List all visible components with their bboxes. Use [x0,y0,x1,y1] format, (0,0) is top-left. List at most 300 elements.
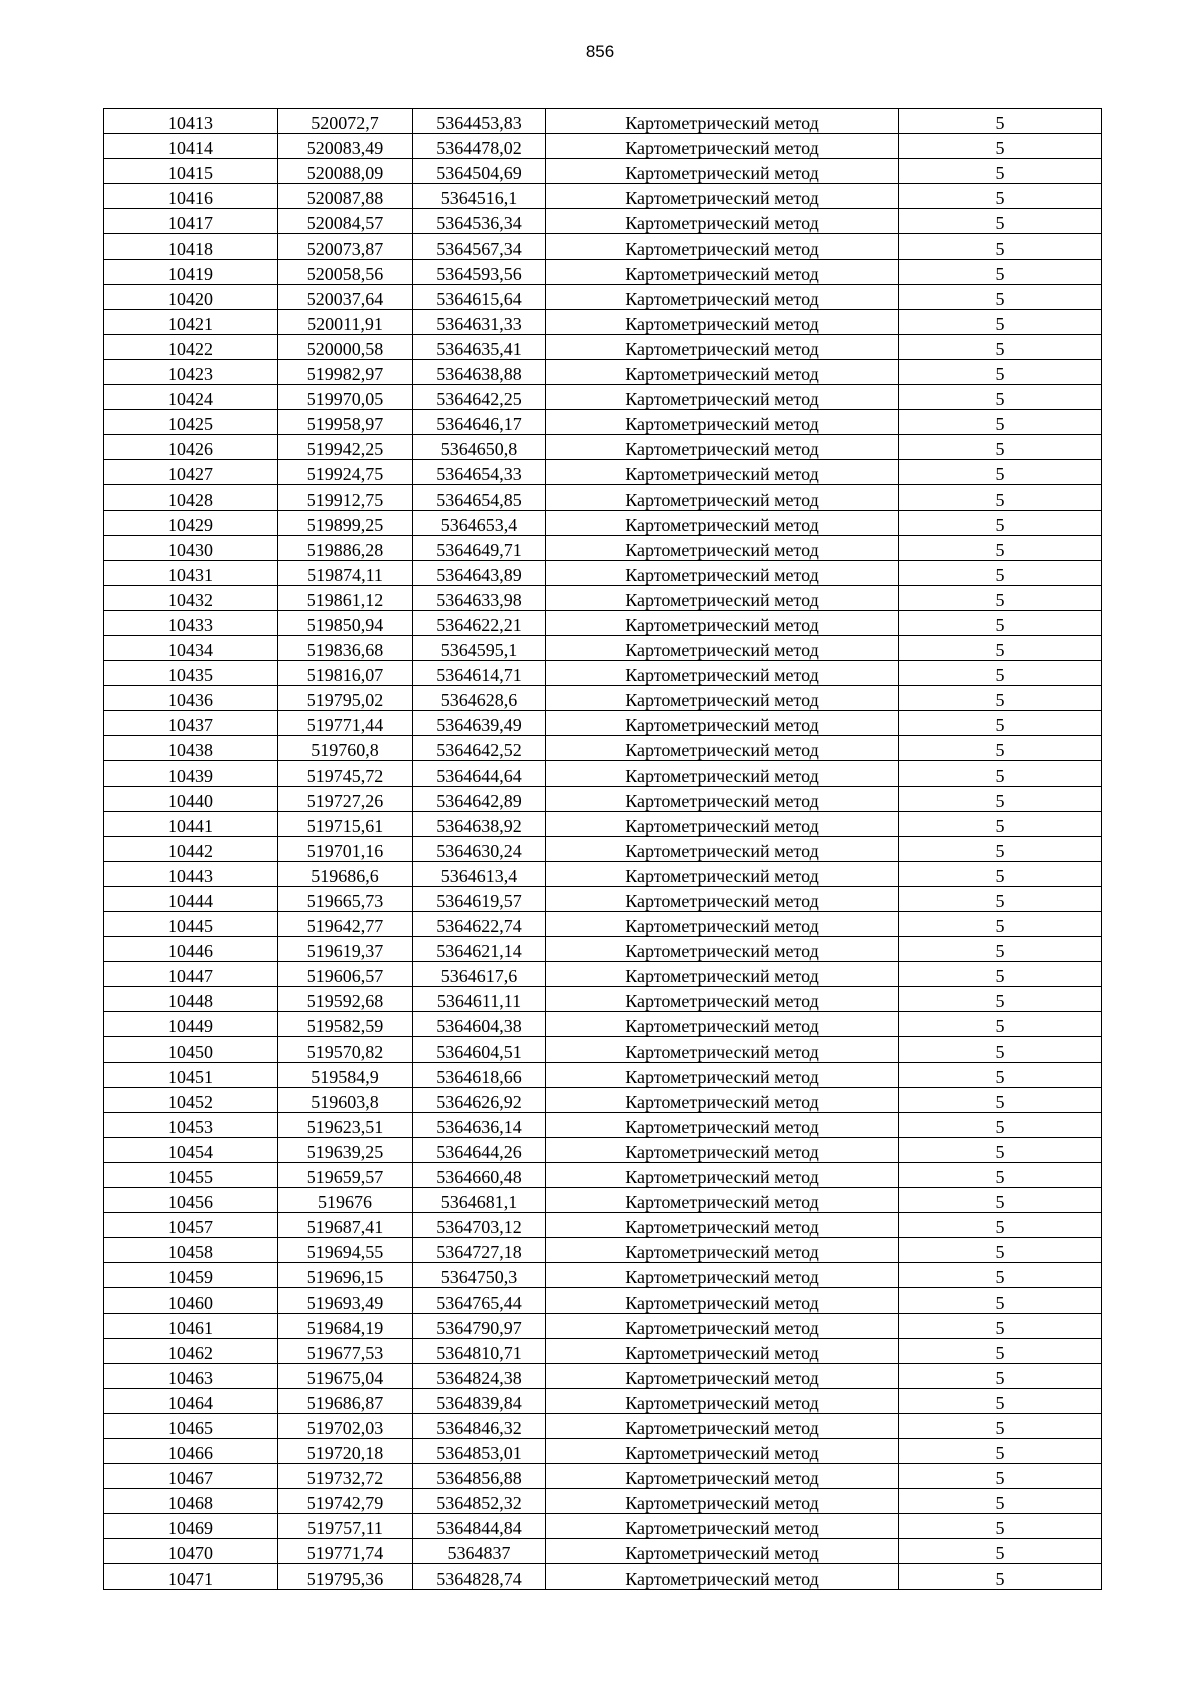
accuracy-cell: 5 [899,1539,1102,1564]
point-number-cell: 10453 [104,1112,278,1137]
point-number-cell: 10434 [104,635,278,660]
method-cell: Картометрический метод [546,134,899,159]
table-row [104,209,1102,234]
point-number-cell: 10443 [104,861,278,886]
method-cell: Картометрический метод [546,811,899,836]
x-coordinate-cell: 519659,57 [278,1162,413,1187]
point-number-cell: 10422 [104,334,278,359]
point-number-cell: 10425 [104,410,278,435]
method-cell: Картометрический метод [546,1413,899,1438]
y-coordinate-cell: 5364790,97 [413,1313,546,1338]
table-row [104,686,1102,711]
table-row [104,309,1102,334]
accuracy-cell: 5 [899,786,1102,811]
x-coordinate-cell: 519677,53 [278,1338,413,1363]
x-coordinate-cell: 520087,88 [278,184,413,209]
accuracy-cell: 5 [899,1238,1102,1263]
x-coordinate-cell: 519619,37 [278,937,413,962]
x-coordinate-cell: 519642,77 [278,912,413,937]
point-number-cell: 10446 [104,937,278,962]
point-number-cell: 10470 [104,1539,278,1564]
y-coordinate-cell: 5364626,92 [413,1087,546,1112]
y-coordinate-cell: 5364631,33 [413,309,546,334]
point-number-cell: 10433 [104,610,278,635]
y-coordinate-cell: 5364478,02 [413,134,546,159]
method-cell: Картометрический метод [546,510,899,535]
method-cell: Картометрический метод [546,259,899,284]
y-coordinate-cell: 5364727,18 [413,1238,546,1263]
point-number-cell: 10414 [104,134,278,159]
method-cell: Картометрический метод [546,962,899,987]
method-cell: Картометрический метод [546,1363,899,1388]
y-coordinate-cell: 5364618,66 [413,1062,546,1087]
x-coordinate-cell: 519982,97 [278,359,413,384]
table-row [104,962,1102,987]
table-row [104,1012,1102,1037]
y-coordinate-cell: 5364611,11 [413,987,546,1012]
point-number-cell: 10448 [104,987,278,1012]
y-coordinate-cell: 5364644,64 [413,761,546,786]
method-cell: Картометрический метод [546,1564,899,1589]
table-row [104,535,1102,560]
method-cell: Картометрический метод [546,1313,899,1338]
x-coordinate-cell: 520058,56 [278,259,413,284]
point-number-cell: 10424 [104,385,278,410]
x-coordinate-cell: 519757,11 [278,1514,413,1539]
x-coordinate-cell: 519912,75 [278,485,413,510]
point-number-cell: 10447 [104,962,278,987]
y-coordinate-cell: 5364852,32 [413,1489,546,1514]
accuracy-cell: 5 [899,1413,1102,1438]
y-coordinate-cell: 5364750,3 [413,1263,546,1288]
x-coordinate-cell: 519795,36 [278,1564,413,1589]
x-coordinate-cell: 519676 [278,1188,413,1213]
accuracy-cell: 5 [899,510,1102,535]
table-row [104,134,1102,159]
table-row [104,1238,1102,1263]
point-number-cell: 10455 [104,1162,278,1187]
table-row [104,987,1102,1012]
x-coordinate-cell: 519582,59 [278,1012,413,1037]
table-row [104,1388,1102,1413]
method-cell: Картометрический метод [546,410,899,435]
point-number-cell: 10437 [104,711,278,736]
method-cell: Картометрический метод [546,1087,899,1112]
table-row [104,435,1102,460]
point-number-cell: 10465 [104,1413,278,1438]
x-coordinate-cell: 519886,28 [278,535,413,560]
accuracy-cell: 5 [899,359,1102,384]
accuracy-cell: 5 [899,535,1102,560]
method-cell: Картометрический метод [546,1464,899,1489]
table-row [104,334,1102,359]
table-row [104,560,1102,585]
method-cell: Картометрический метод [546,159,899,184]
point-number-cell: 10428 [104,485,278,510]
table-row [104,1087,1102,1112]
table-row [104,711,1102,736]
point-number-cell: 10413 [104,109,278,134]
accuracy-cell: 5 [899,1112,1102,1137]
y-coordinate-cell: 5364638,88 [413,359,546,384]
x-coordinate-cell: 520084,57 [278,209,413,234]
y-coordinate-cell: 5364846,32 [413,1413,546,1438]
accuracy-cell: 5 [899,635,1102,660]
table-row [104,410,1102,435]
method-cell: Картометрический метод [546,1162,899,1187]
y-coordinate-cell: 5364650,8 [413,435,546,460]
table-row [104,385,1102,410]
y-coordinate-cell: 5364824,38 [413,1363,546,1388]
method-cell: Картометрический метод [546,886,899,911]
method-cell: Картометрический метод [546,184,899,209]
accuracy-cell: 5 [899,385,1102,410]
point-number-cell: 10460 [104,1288,278,1313]
x-coordinate-cell: 519570,82 [278,1037,413,1062]
method-cell: Картометрический метод [546,1037,899,1062]
y-coordinate-cell: 5364622,21 [413,610,546,635]
table-row [104,1539,1102,1564]
x-coordinate-cell: 519970,05 [278,385,413,410]
table-row [104,886,1102,911]
method-cell: Картометрический метод [546,736,899,761]
accuracy-cell: 5 [899,1363,1102,1388]
y-coordinate-cell: 5364643,89 [413,560,546,585]
y-coordinate-cell: 5364622,74 [413,912,546,937]
table-row [104,661,1102,686]
accuracy-cell: 5 [899,410,1102,435]
method-cell: Картометрический метод [546,1238,899,1263]
x-coordinate-cell: 519715,61 [278,811,413,836]
y-coordinate-cell: 5364617,6 [413,962,546,987]
table-row [104,234,1102,259]
point-number-cell: 10435 [104,661,278,686]
coordinates-table-body [104,109,1102,1590]
point-number-cell: 10468 [104,1489,278,1514]
y-coordinate-cell: 5364604,51 [413,1037,546,1062]
method-cell: Картометрический метод [546,585,899,610]
point-number-cell: 10461 [104,1313,278,1338]
accuracy-cell: 5 [899,1213,1102,1238]
accuracy-cell: 5 [899,1137,1102,1162]
accuracy-cell: 5 [899,560,1102,585]
x-coordinate-cell: 519727,26 [278,786,413,811]
table-row [104,359,1102,384]
x-coordinate-cell: 519732,72 [278,1464,413,1489]
point-number-cell: 10454 [104,1137,278,1162]
y-coordinate-cell: 5364856,88 [413,1464,546,1489]
point-number-cell: 10466 [104,1438,278,1463]
accuracy-cell: 5 [899,661,1102,686]
accuracy-cell: 5 [899,134,1102,159]
x-coordinate-cell: 519771,44 [278,711,413,736]
x-coordinate-cell: 519745,72 [278,761,413,786]
method-cell: Картометрический метод [546,1062,899,1087]
accuracy-cell: 5 [899,1313,1102,1338]
method-cell: Картометрический метод [546,912,899,937]
y-coordinate-cell: 5364630,24 [413,836,546,861]
table-row [104,1162,1102,1187]
x-coordinate-cell: 519686,87 [278,1388,413,1413]
y-coordinate-cell: 5364649,71 [413,535,546,560]
x-coordinate-cell: 519942,25 [278,435,413,460]
point-number-cell: 10439 [104,761,278,786]
point-number-cell: 10419 [104,259,278,284]
point-number-cell: 10440 [104,786,278,811]
x-coordinate-cell: 519584,9 [278,1062,413,1087]
x-coordinate-cell: 519623,51 [278,1112,413,1137]
x-coordinate-cell: 519742,79 [278,1489,413,1514]
table-row [104,284,1102,309]
point-number-cell: 10421 [104,309,278,334]
accuracy-cell: 5 [899,309,1102,334]
method-cell: Картометрический метод [546,610,899,635]
table-row [104,460,1102,485]
y-coordinate-cell: 5364853,01 [413,1438,546,1463]
x-coordinate-cell: 520088,09 [278,159,413,184]
y-coordinate-cell: 5364681,1 [413,1188,546,1213]
method-cell: Картометрический метод [546,560,899,585]
accuracy-cell: 5 [899,109,1102,134]
accuracy-cell: 5 [899,1188,1102,1213]
y-coordinate-cell: 5364837 [413,1539,546,1564]
method-cell: Картометрический метод [546,109,899,134]
method-cell: Картометрический метод [546,1489,899,1514]
method-cell: Картометрический метод [546,786,899,811]
table-row [104,1464,1102,1489]
x-coordinate-cell: 519686,6 [278,861,413,886]
point-number-cell: 10415 [104,159,278,184]
y-coordinate-cell: 5364595,1 [413,635,546,660]
method-cell: Картометрический метод [546,1438,899,1463]
x-coordinate-cell: 519702,03 [278,1413,413,1438]
point-number-cell: 10417 [104,209,278,234]
table-row [104,811,1102,836]
accuracy-cell: 5 [899,259,1102,284]
accuracy-cell: 5 [899,1464,1102,1489]
point-number-cell: 10426 [104,435,278,460]
x-coordinate-cell: 519720,18 [278,1438,413,1463]
accuracy-cell: 5 [899,610,1102,635]
y-coordinate-cell: 5364604,38 [413,1012,546,1037]
method-cell: Картометрический метод [546,861,899,886]
x-coordinate-cell: 520072,7 [278,109,413,134]
y-coordinate-cell: 5364646,17 [413,410,546,435]
x-coordinate-cell: 519684,19 [278,1313,413,1338]
method-cell: Картометрический метод [546,460,899,485]
method-cell: Картометрический метод [546,1112,899,1137]
x-coordinate-cell: 519795,02 [278,686,413,711]
y-coordinate-cell: 5364633,98 [413,585,546,610]
method-cell: Картометрический метод [546,234,899,259]
point-number-cell: 10423 [104,359,278,384]
x-coordinate-cell: 519639,25 [278,1137,413,1162]
x-coordinate-cell: 519924,75 [278,460,413,485]
accuracy-cell: 5 [899,1514,1102,1539]
point-number-cell: 10462 [104,1338,278,1363]
point-number-cell: 10464 [104,1388,278,1413]
y-coordinate-cell: 5364660,48 [413,1162,546,1187]
table-row [104,1213,1102,1238]
y-coordinate-cell: 5364613,4 [413,861,546,886]
accuracy-cell: 5 [899,1438,1102,1463]
method-cell: Картометрический метод [546,761,899,786]
y-coordinate-cell: 5364639,49 [413,711,546,736]
y-coordinate-cell: 5364453,83 [413,109,546,134]
y-coordinate-cell: 5364839,84 [413,1388,546,1413]
y-coordinate-cell: 5364621,14 [413,937,546,962]
x-coordinate-cell: 519958,97 [278,410,413,435]
method-cell: Картометрический метод [546,209,899,234]
method-cell: Картометрический метод [546,485,899,510]
method-cell: Картометрический метод [546,937,899,962]
table-row [104,861,1102,886]
point-number-cell: 10418 [104,234,278,259]
x-coordinate-cell: 520037,64 [278,284,413,309]
table-row [104,937,1102,962]
x-coordinate-cell: 519701,16 [278,836,413,861]
accuracy-cell: 5 [899,1037,1102,1062]
table-row [104,736,1102,761]
method-cell: Картометрический метод [546,535,899,560]
accuracy-cell: 5 [899,284,1102,309]
accuracy-cell: 5 [899,585,1102,610]
y-coordinate-cell: 5364614,71 [413,661,546,686]
table-row [104,786,1102,811]
method-cell: Картометрический метод [546,1137,899,1162]
y-coordinate-cell: 5364516,1 [413,184,546,209]
table-row [104,1338,1102,1363]
method-cell: Картометрический метод [546,284,899,309]
point-number-cell: 10459 [104,1263,278,1288]
point-number-cell: 10469 [104,1514,278,1539]
x-coordinate-cell: 519760,8 [278,736,413,761]
point-number-cell: 10438 [104,736,278,761]
method-cell: Картометрический метод [546,987,899,1012]
table-row [104,184,1102,209]
x-coordinate-cell: 519874,11 [278,560,413,585]
method-cell: Картометрический метод [546,309,899,334]
table-row [104,1062,1102,1087]
method-cell: Картометрический метод [546,686,899,711]
accuracy-cell: 5 [899,937,1102,962]
point-number-cell: 10449 [104,1012,278,1037]
x-coordinate-cell: 519694,55 [278,1238,413,1263]
y-coordinate-cell: 5364644,26 [413,1137,546,1162]
accuracy-cell: 5 [899,761,1102,786]
table-row [104,510,1102,535]
accuracy-cell: 5 [899,334,1102,359]
table-row [104,1438,1102,1463]
point-number-cell: 10431 [104,560,278,585]
method-cell: Картометрический метод [546,1188,899,1213]
accuracy-cell: 5 [899,460,1102,485]
method-cell: Картометрический метод [546,661,899,686]
table-row [104,1137,1102,1162]
method-cell: Картометрический метод [546,711,899,736]
point-number-cell: 10451 [104,1062,278,1087]
y-coordinate-cell: 5364654,85 [413,485,546,510]
table-row [104,761,1102,786]
method-cell: Картометрический метод [546,1263,899,1288]
y-coordinate-cell: 5364642,89 [413,786,546,811]
y-coordinate-cell: 5364642,25 [413,385,546,410]
accuracy-cell: 5 [899,811,1102,836]
x-coordinate-cell: 519687,41 [278,1213,413,1238]
table-row [104,485,1102,510]
table-row [104,635,1102,660]
y-coordinate-cell: 5364653,4 [413,510,546,535]
point-number-cell: 10452 [104,1087,278,1112]
accuracy-cell: 5 [899,861,1102,886]
accuracy-cell: 5 [899,912,1102,937]
accuracy-cell: 5 [899,1489,1102,1514]
y-coordinate-cell: 5364504,69 [413,159,546,184]
accuracy-cell: 5 [899,1338,1102,1363]
x-coordinate-cell: 520011,91 [278,309,413,334]
table-row [104,1263,1102,1288]
table-row [104,259,1102,284]
point-number-cell: 10432 [104,585,278,610]
accuracy-cell: 5 [899,1012,1102,1037]
point-number-cell: 10441 [104,811,278,836]
coordinates-table [103,108,1102,1590]
accuracy-cell: 5 [899,1564,1102,1589]
x-coordinate-cell: 519603,8 [278,1087,413,1112]
point-number-cell: 10420 [104,284,278,309]
accuracy-cell: 5 [899,159,1102,184]
table-row [104,1363,1102,1388]
x-coordinate-cell: 520073,87 [278,234,413,259]
accuracy-cell: 5 [899,184,1102,209]
table-row [104,1514,1102,1539]
y-coordinate-cell: 5364567,34 [413,234,546,259]
method-cell: Картометрический метод [546,385,899,410]
method-cell: Картометрический метод [546,1213,899,1238]
y-coordinate-cell: 5364765,44 [413,1288,546,1313]
accuracy-cell: 5 [899,1062,1102,1087]
method-cell: Картометрический метод [546,1514,899,1539]
y-coordinate-cell: 5364593,56 [413,259,546,284]
point-number-cell: 10444 [104,886,278,911]
y-coordinate-cell: 5364615,64 [413,284,546,309]
table-row [104,159,1102,184]
point-number-cell: 10463 [104,1363,278,1388]
x-coordinate-cell: 519592,68 [278,987,413,1012]
table-row [104,1037,1102,1062]
table-row [104,109,1102,134]
table-row [104,1489,1102,1514]
method-cell: Картометрический метод [546,435,899,460]
accuracy-cell: 5 [899,1162,1102,1187]
point-number-cell: 10458 [104,1238,278,1263]
accuracy-cell: 5 [899,962,1102,987]
y-coordinate-cell: 5364636,14 [413,1112,546,1137]
table-row [104,1188,1102,1213]
accuracy-cell: 5 [899,234,1102,259]
table-row [104,585,1102,610]
y-coordinate-cell: 5364635,41 [413,334,546,359]
x-coordinate-cell: 519899,25 [278,510,413,535]
method-cell: Картометрический метод [546,1388,899,1413]
table-row [104,1288,1102,1313]
accuracy-cell: 5 [899,686,1102,711]
accuracy-cell: 5 [899,1087,1102,1112]
accuracy-cell: 5 [899,1263,1102,1288]
x-coordinate-cell: 519693,49 [278,1288,413,1313]
method-cell: Картометрический метод [546,334,899,359]
page-number: 856 [585,42,615,61]
